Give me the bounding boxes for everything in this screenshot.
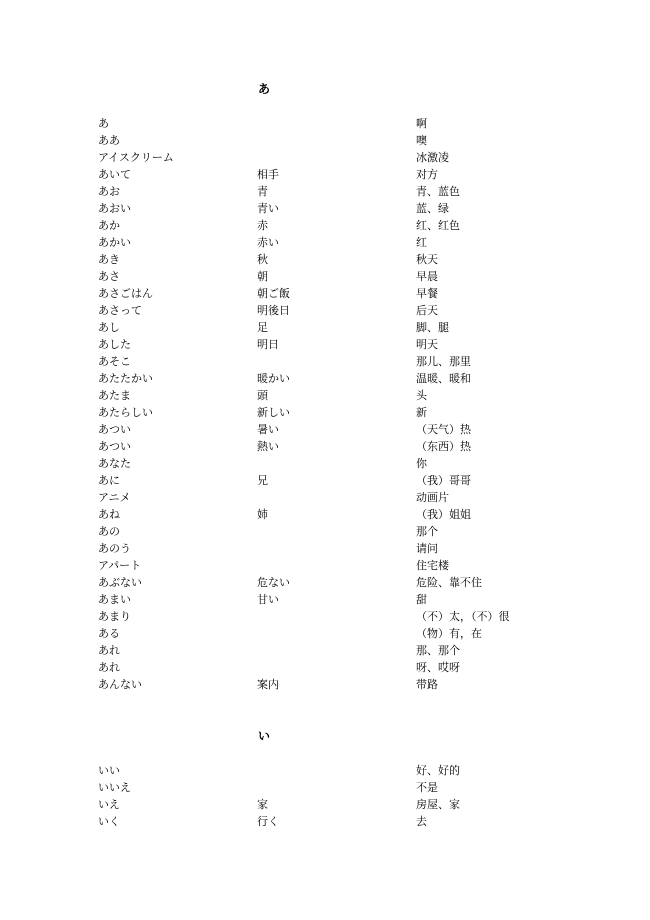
vocab-chinese: 啊	[416, 117, 427, 130]
vocab-kana: あき	[98, 253, 120, 266]
vocab-kana: あした	[98, 338, 131, 351]
vocab-row	[98, 523, 578, 540]
vocab-chinese: 那儿、那里	[416, 355, 471, 368]
vocab-kana: あいて	[98, 168, 131, 181]
vocab-chinese: 脚、腿	[416, 321, 449, 334]
vocab-chinese: 秋天	[416, 253, 438, 266]
vocab-kana: あのう	[98, 542, 131, 555]
vocab-kana: あんない	[98, 678, 142, 691]
vocab-kanji: 姉	[257, 508, 268, 521]
vocab-kana: あし	[98, 321, 120, 334]
vocab-row	[98, 676, 578, 693]
vocab-kanji: 青い	[257, 202, 279, 215]
vocab-chinese: 对方	[416, 168, 438, 181]
vocab-kana: アイスクリーム	[98, 151, 174, 164]
vocab-kana: あ	[98, 117, 109, 130]
vocab-row	[98, 438, 578, 455]
vocab-kana: いえ	[98, 798, 120, 811]
vocab-kana: あかい	[98, 236, 131, 249]
vocab-row	[98, 421, 578, 438]
vocab-row	[98, 455, 578, 472]
vocab-kana: あさ	[98, 270, 120, 283]
vocab-chinese: （我）哥哥	[416, 474, 471, 487]
vocab-kana: あお	[98, 185, 120, 198]
vocab-kana: あおい	[98, 202, 131, 215]
vocab-kana: あさごはん	[98, 287, 153, 300]
vocab-kanji: 明後日	[257, 304, 290, 317]
vocab-kana: あまり	[98, 610, 131, 623]
vocab-chinese: （我）姐姐	[416, 508, 471, 521]
vocab-row	[98, 540, 578, 557]
vocab-kana: あか	[98, 219, 120, 232]
vocab-chinese: 蓝、绿	[416, 202, 449, 215]
vocab-kana: あに	[98, 474, 120, 487]
vocab-kanji: 兄	[257, 474, 268, 487]
vocab-kanji: 新しい	[257, 406, 290, 419]
vocab-chinese: 危险、靠不住	[416, 576, 482, 589]
vocab-kana: アニメ	[98, 491, 131, 504]
vocab-chinese: 早餐	[416, 287, 438, 300]
vocab-row	[98, 813, 578, 830]
vocab-row	[98, 217, 578, 234]
vocab-row	[98, 489, 578, 506]
vocab-chinese: 噢	[416, 134, 427, 147]
vocab-list-i	[98, 762, 578, 830]
vocab-chinese: 好、好的	[416, 764, 460, 777]
vocab-chinese: （东西）热	[416, 440, 471, 453]
vocab-chinese: 头	[416, 389, 427, 402]
vocab-chinese: 红、红色	[416, 219, 460, 232]
vocab-kana: いいえ	[98, 781, 131, 794]
vocab-row	[98, 302, 578, 319]
vocab-row	[98, 506, 578, 523]
vocab-row	[98, 319, 578, 336]
vocab-kana: いく	[98, 815, 120, 828]
vocab-row	[98, 268, 578, 285]
vocab-kana: あれ	[98, 661, 120, 674]
vocab-row	[98, 762, 578, 779]
vocab-row	[98, 149, 578, 166]
vocab-kanji: 赤	[257, 219, 268, 232]
vocab-row	[98, 591, 578, 608]
vocab-row	[98, 659, 578, 676]
vocab-row	[98, 779, 578, 796]
vocab-row	[98, 200, 578, 217]
vocab-row	[98, 234, 578, 251]
vocab-chinese: 那、那个	[416, 644, 460, 657]
vocab-kana: あたま	[98, 389, 131, 402]
vocab-chinese: 红	[416, 236, 427, 249]
vocab-chinese: 冰激凌	[416, 151, 449, 164]
vocab-chinese: 房屋、家	[416, 798, 460, 811]
vocab-chinese: （物）有，在	[416, 627, 482, 640]
vocab-row	[98, 625, 578, 642]
vocab-kanji: 相手	[257, 168, 279, 181]
vocab-kana: ああ	[98, 134, 120, 147]
vocab-kana: アパート	[98, 559, 142, 572]
vocab-row	[98, 115, 578, 132]
vocab-kanji: 朝ご飯	[257, 287, 290, 300]
section-heading-i: い	[258, 729, 271, 743]
vocab-kana: あぶない	[98, 576, 142, 589]
vocab-kanji: 朝	[257, 270, 268, 283]
vocab-kanji: 熱い	[257, 440, 279, 453]
vocab-kanji: 行く	[257, 815, 279, 828]
vocab-kana: あたたかい	[98, 372, 153, 385]
vocab-row	[98, 608, 578, 625]
vocab-chinese: 明天	[416, 338, 438, 351]
vocab-kana: あそこ	[98, 355, 131, 368]
vocab-chinese: 甜	[416, 593, 427, 606]
vocab-chinese: 住宅楼	[416, 559, 449, 572]
vocab-row	[98, 404, 578, 421]
vocab-kanji: 秋	[257, 253, 268, 266]
vocab-row	[98, 472, 578, 489]
vocab-kanji: 甘い	[257, 593, 279, 606]
vocab-row	[98, 166, 578, 183]
vocab-chinese: （不）太，（不）很	[416, 610, 510, 623]
vocab-row	[98, 353, 578, 370]
vocab-kana: あつい	[98, 423, 131, 436]
vocab-chinese: 你	[416, 457, 427, 470]
section-heading-a: あ	[258, 82, 271, 96]
vocab-kanji: 赤い	[257, 236, 279, 249]
vocab-chinese: 动画片	[416, 491, 449, 504]
vocab-kanji: 青	[257, 185, 268, 198]
vocab-kana: あの	[98, 525, 120, 538]
vocab-kanji: 頭	[257, 389, 268, 402]
vocab-chinese: 去	[416, 815, 427, 828]
vocab-kana: ある	[98, 627, 120, 640]
vocab-kana: いい	[98, 764, 120, 777]
vocab-list-a	[98, 115, 578, 693]
vocab-kanji: 足	[257, 321, 268, 334]
vocab-kanji: 危ない	[257, 576, 290, 589]
vocab-kanji: 案内	[257, 678, 279, 691]
vocab-chinese: 不是	[416, 781, 438, 794]
vocab-row	[98, 642, 578, 659]
vocab-chinese: 新	[416, 406, 427, 419]
vocab-kana: あたらしい	[98, 406, 153, 419]
vocab-row	[98, 251, 578, 268]
vocab-chinese: 青、蓝色	[416, 185, 460, 198]
vocab-chinese: 那个	[416, 525, 438, 538]
vocab-chinese: 带路	[416, 678, 438, 691]
vocab-kana: あなた	[98, 457, 131, 470]
vocab-kanji: 家	[257, 798, 268, 811]
vocab-row	[98, 387, 578, 404]
vocab-row	[98, 574, 578, 591]
vocab-row	[98, 336, 578, 353]
vocab-row	[98, 132, 578, 149]
vocab-chinese: 早晨	[416, 270, 438, 283]
vocab-kanji: 明日	[257, 338, 279, 351]
vocab-row	[98, 557, 578, 574]
vocab-kana: あつい	[98, 440, 131, 453]
vocab-kana: あれ	[98, 644, 120, 657]
vocab-chinese: 温暖、暖和	[416, 372, 471, 385]
vocab-row	[98, 796, 578, 813]
vocab-kana: あまい	[98, 593, 131, 606]
vocab-chinese: 后天	[416, 304, 438, 317]
vocab-chinese: （天气）热	[416, 423, 471, 436]
vocab-kana: あね	[98, 508, 120, 521]
vocab-chinese: 呀、哎呀	[416, 661, 460, 674]
vocab-kana: あさって	[98, 304, 142, 317]
vocab-row	[98, 370, 578, 387]
vocab-kanji: 暑い	[257, 423, 279, 436]
vocab-row	[98, 285, 578, 302]
vocab-chinese: 请问	[416, 542, 438, 555]
vocab-kanji: 暖かい	[257, 372, 290, 385]
vocab-row	[98, 183, 578, 200]
